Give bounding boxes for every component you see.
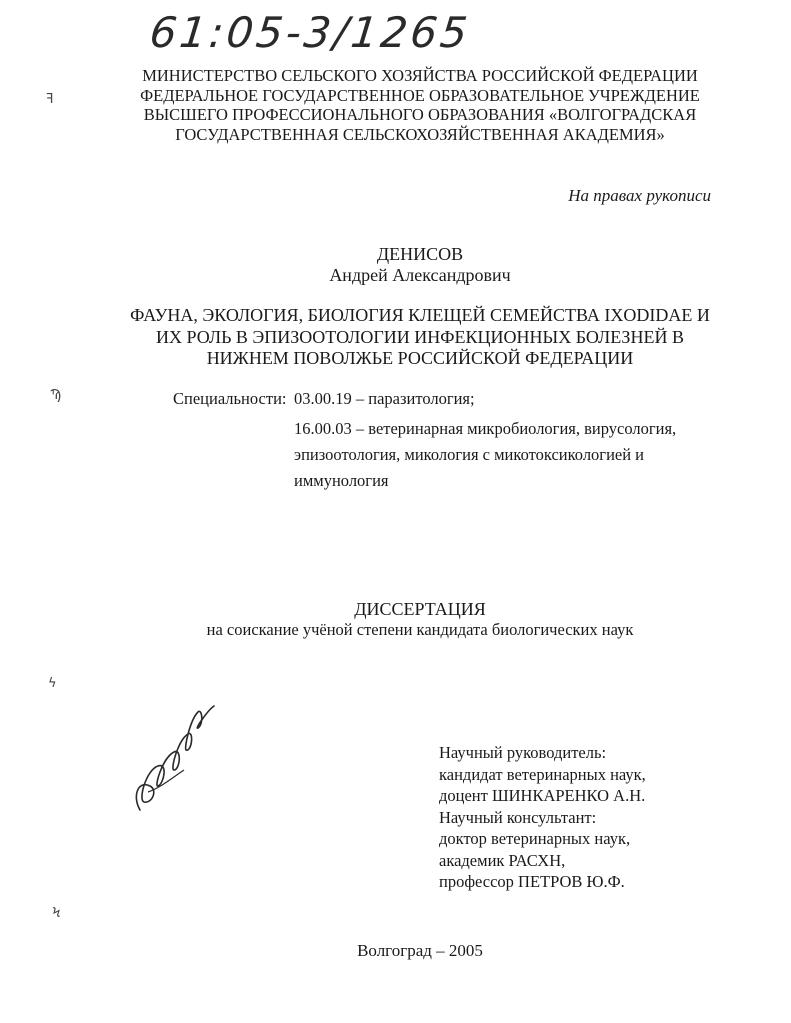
author-name: Андрей Александрович bbox=[329, 265, 511, 285]
organization-line: ГОСУДАРСТВЕННАЯ СЕЛЬСКОХОЗЯЙСТВЕННАЯ АКАДЕМИЯ» bbox=[175, 124, 665, 144]
advisor-line: академик РАСХН, bbox=[439, 850, 566, 870]
thesis-title-line: НИЖНЕМ ПОВОЛЖЬЕ РОССИЙСКОЙ ФЕДЕРАЦИИ bbox=[206, 348, 634, 368]
author-surname: ДЕНИСОВ bbox=[376, 244, 464, 264]
margin-mark-icon: ꟻ bbox=[46, 92, 54, 107]
thesis-title-line: ФАУНА, ЭКОЛОГИЯ, БИОЛОГИЯ КЛЕЩЕЙ СЕМЕЙСТВА IXODIDAE И bbox=[130, 305, 710, 325]
organization-header bbox=[60, 66, 780, 144]
organization-line: МИНИСТЕРСТВО СЕЛЬСКОГО ХОЗЯЙСТВА РОССИЙСКОЙ ФЕДЕРАЦИИ bbox=[142, 66, 698, 85]
margin-mark-icon: Ϡ bbox=[50, 388, 62, 403]
rights-note: На правах рукописи bbox=[568, 186, 711, 205]
organization-line: ВЫСШЕГО ПРОФЕССИОНАЛЬНОГО ОБРАЗОВАНИЯ «ВОЛГОГРАДСКАЯ bbox=[143, 105, 697, 124]
specialty-line: 16.00.03 – ветеринарная микробиология, вирусология, bbox=[294, 419, 677, 438]
advisor-line: Научный руководитель: bbox=[439, 743, 607, 762]
city-year: Волгоград – 2005 bbox=[357, 941, 483, 960]
dissertation-title: ДИССЕРТАЦИЯ bbox=[354, 599, 486, 619]
advisor-line: доцент ШИНКАРЕНКО А.Н. bbox=[439, 786, 646, 805]
advisor-line: Научный консультант: bbox=[439, 807, 597, 827]
thesis-title bbox=[90, 305, 750, 370]
dissertation-subtitle: на соискание учёной степени кандидата биологических наук bbox=[206, 620, 634, 639]
margin-mark-icon: ϟ bbox=[48, 676, 57, 691]
specialty-line: иммунология bbox=[294, 471, 389, 490]
handwritten-signature bbox=[128, 700, 218, 820]
margin-mark-icon: Ϟ bbox=[52, 906, 61, 921]
advisor-line: профессор ПЕТРОВ Ю.Ф. bbox=[439, 872, 625, 891]
handwritten-archive-number: 61:05-3/1265 bbox=[147, 8, 473, 57]
thesis-title-line: ИХ РОЛЬ В ЭПИЗООТОЛОГИИ ИНФЕКЦИОННЫХ БОЛЕЗНЕЙ В bbox=[156, 326, 684, 347]
organization-line: ФЕДЕРАЛЬНОЕ ГОСУДАРСТВЕННОЕ ОБРАЗОВАТЕЛЬНОЕ УЧРЕЖДЕНИЕ bbox=[140, 85, 700, 105]
advisor-line: кандидат ветеринарных наук, bbox=[439, 764, 646, 784]
advisor-line: доктор ветеринарных наук, bbox=[439, 829, 631, 848]
specialty-line: эпизоотология, микология с микотоксикологией и bbox=[294, 445, 645, 464]
advisors-block bbox=[439, 742, 646, 893]
specialty-line: 03.00.19 – паразитология; bbox=[294, 389, 475, 408]
specialties-label: Специальности: bbox=[173, 389, 287, 408]
